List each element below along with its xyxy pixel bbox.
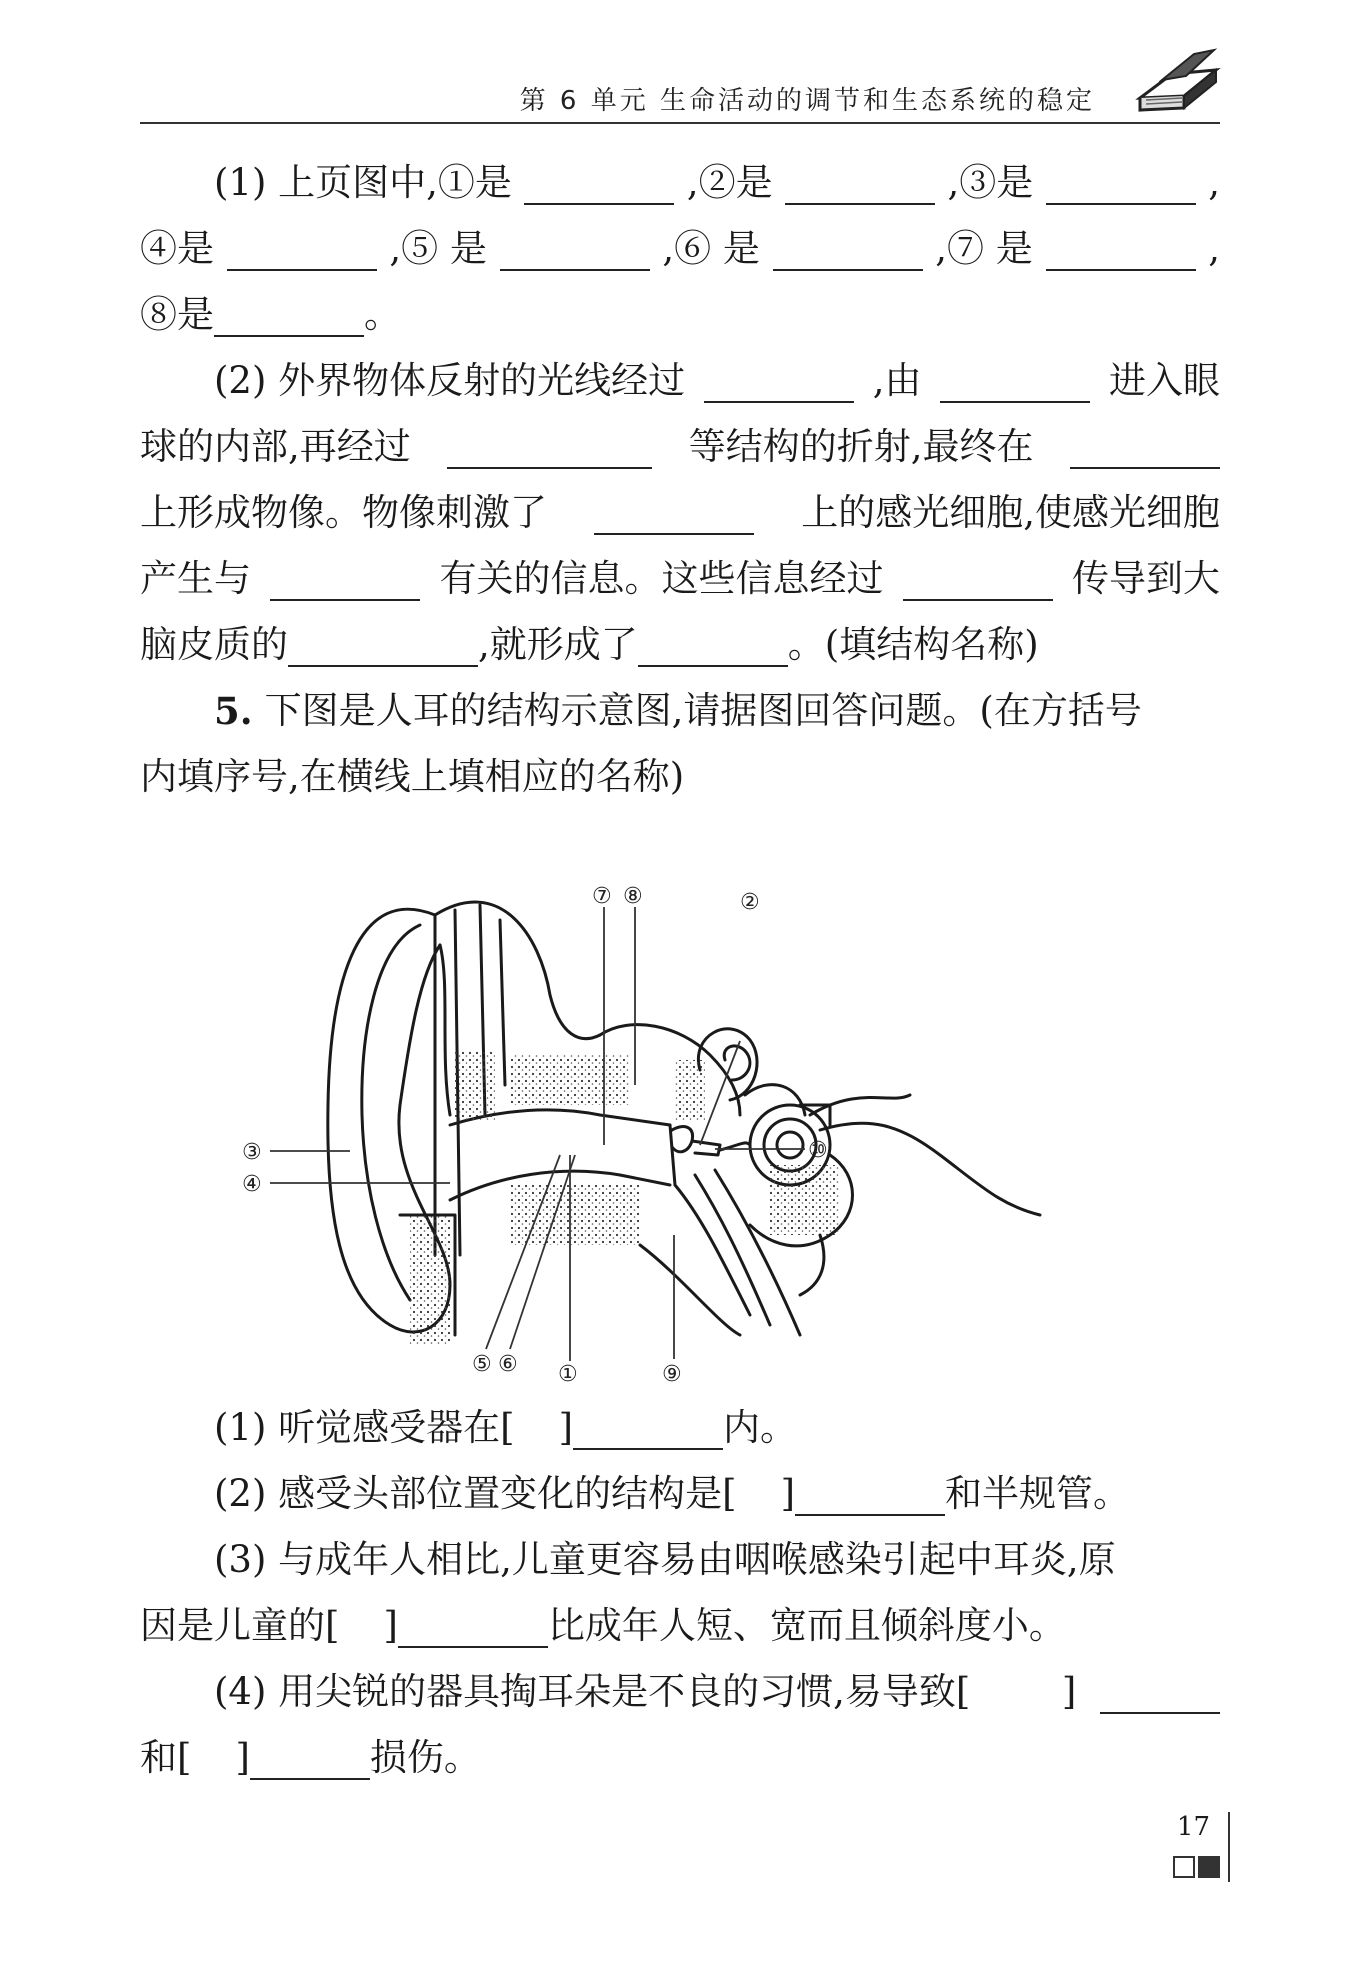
label-3: ③ bbox=[242, 1140, 262, 1165]
label-2: ② bbox=[740, 890, 760, 915]
q5-part4-line1: (4) 用尖锐的器具掏耳朵是不良的习惯,易导致[ ] bbox=[140, 1659, 1220, 1725]
book-icon bbox=[1132, 40, 1220, 120]
question-text bbox=[140, 150, 1220, 810]
ear-structure-diagram bbox=[242, 855, 1060, 1387]
answer-blank[interactable] bbox=[903, 557, 1053, 601]
answer-blank[interactable] bbox=[785, 161, 935, 205]
page-header bbox=[140, 70, 1220, 124]
label-4: ④ bbox=[242, 1172, 262, 1197]
label-6: ⑥ bbox=[498, 1352, 518, 1377]
answer-blank[interactable] bbox=[250, 1736, 370, 1780]
answer-blank[interactable] bbox=[940, 359, 1090, 403]
answer-blank[interactable] bbox=[227, 227, 377, 271]
page-number: 17 bbox=[1176, 1812, 1210, 1842]
answer-blank[interactable] bbox=[214, 293, 364, 337]
q5-part3-line2: 因是儿童的[ ] 比成年人短、宽而且倾斜度小。 bbox=[140, 1604, 1066, 1647]
label-9: ⑨ bbox=[662, 1362, 682, 1387]
answer-blank[interactable] bbox=[1070, 425, 1220, 469]
answer-blank[interactable] bbox=[1046, 161, 1196, 205]
answer-blank[interactable] bbox=[447, 425, 652, 469]
q5-line1: 5. 下图是人耳的结构示意图,请据图回答问题。(在方括号 bbox=[140, 678, 1220, 744]
answer-blank[interactable] bbox=[704, 359, 854, 403]
answer-blank[interactable] bbox=[1100, 1670, 1220, 1714]
q5-part4-line2: 和[ ] 损伤。 bbox=[140, 1736, 481, 1779]
label-10: ⑩ bbox=[808, 1138, 828, 1163]
answer-blank[interactable] bbox=[638, 623, 788, 667]
q4-p1-line3: ⑧是 。 bbox=[140, 293, 401, 336]
semicircular-canals bbox=[698, 1029, 757, 1100]
answer-blank[interactable] bbox=[288, 623, 478, 667]
answer-blank[interactable] bbox=[795, 1472, 945, 1516]
page-footer bbox=[1160, 1812, 1230, 1892]
q4-p2-line1: (2) 外界物体反射的光线经过 ,由 进入眼 bbox=[214, 359, 1220, 402]
answer-blank[interactable] bbox=[398, 1604, 548, 1648]
label-8: ⑧ bbox=[623, 884, 643, 909]
page-marker-icon bbox=[1170, 1856, 1220, 1882]
q4-p2-line4: 产生与 有关的信息。这些信息经过 传导到大 bbox=[140, 557, 1220, 600]
label-5: ⑤ bbox=[472, 1352, 492, 1377]
answer-blank[interactable] bbox=[773, 227, 923, 271]
answer-blank[interactable] bbox=[594, 491, 754, 535]
unit-title: 第 6 单元 生命活动的调节和生态系统的稳定 bbox=[519, 86, 1095, 116]
q4-p1-line2: ④是 ,⑤ 是 ,⑥ 是 ,⑦ 是 , bbox=[140, 227, 1220, 270]
q5-part1: (1) 听觉感受器在[ ] 内。 bbox=[214, 1406, 798, 1449]
question-number: 5. bbox=[214, 689, 253, 733]
q5-subquestions bbox=[140, 1395, 1220, 1791]
answer-blank[interactable] bbox=[270, 557, 420, 601]
page-divider bbox=[1228, 1812, 1230, 1882]
answer-blank[interactable] bbox=[500, 227, 650, 271]
ear-diagram-svg bbox=[242, 855, 1060, 1387]
answer-blank[interactable] bbox=[1046, 227, 1196, 271]
q4-p2-line3: 上形成物像。物像刺激了 上的感光细胞,使感光细胞 bbox=[140, 491, 1220, 534]
label-1: ① bbox=[558, 1362, 578, 1387]
ossicles bbox=[672, 1127, 693, 1152]
q5-part2: (2) 感受头部位置变化的结构是[ ] 和半规管。 bbox=[214, 1472, 1131, 1515]
q4-p2-line2: 球的内部,再经过 等结构的折射,最终在 bbox=[140, 414, 1220, 480]
answer-blank[interactable] bbox=[573, 1406, 723, 1450]
label-7: ⑦ bbox=[592, 884, 612, 909]
q5-line2: 内填序号,在横线上填相应的名称) bbox=[140, 755, 685, 798]
answer-blank[interactable] bbox=[524, 161, 674, 205]
q4-p2-line5: 脑皮质的 ,就形成了 。(填结构名称) bbox=[140, 623, 1039, 666]
q4-p1-line1: (1) 上页图中,①是 ,②是 ,③是 , bbox=[214, 161, 1220, 204]
q5-part3-line1: (3) 与成年人相比,儿童更容易由咽喉感染引起中耳炎,原 bbox=[214, 1538, 1116, 1581]
